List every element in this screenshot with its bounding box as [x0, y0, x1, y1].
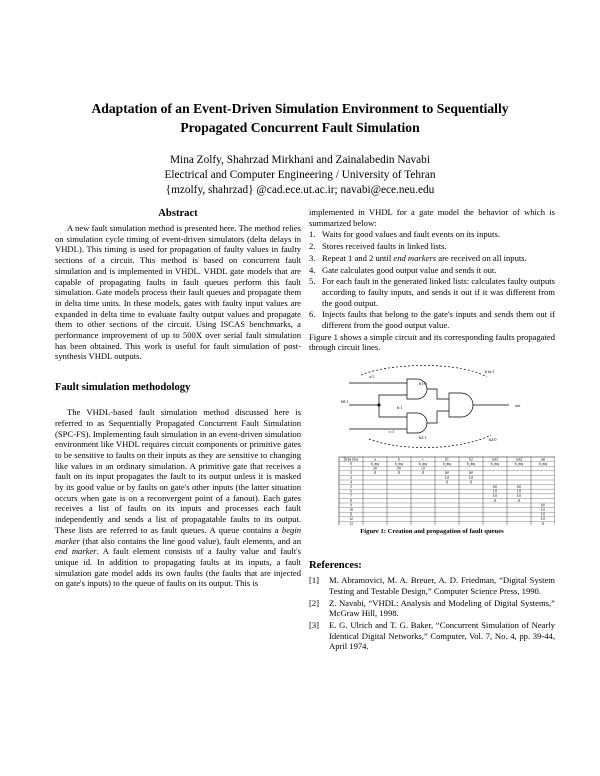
- fault-arrow-bottom: [369, 435, 491, 448]
- step-number: 3.: [309, 252, 316, 263]
- table-cell: b0: [445, 471, 449, 476]
- abstract-heading: Abstract: [158, 208, 198, 219]
- step-text: Gate calculates good output value and sends it out.: [322, 264, 497, 275]
- step-text: are received on all inputs.: [436, 252, 527, 263]
- table-header-cell: ion1: [491, 457, 499, 462]
- table-cell: L0: [541, 512, 545, 517]
- section-paragraph: [55, 407, 301, 589]
- table-header-cell: b2: [469, 457, 473, 462]
- table-cell: b0: [541, 503, 545, 508]
- table-cell: L0: [493, 494, 497, 499]
- step-text: For each fault in the generated linked lists: calculates faulty outputs according to faulty inputs, and sends it out if it was different from the good output.: [322, 276, 555, 308]
- table-cell: b_mq: [442, 462, 452, 467]
- table-cell: f1: [541, 521, 545, 526]
- table-header-cell: out: [540, 457, 546, 462]
- step-text: Repeat 1 and 2 until: [322, 252, 394, 263]
- table-cell: 1: [350, 466, 352, 471]
- table-cell: b_mq: [514, 462, 524, 467]
- table-cell: 6: [350, 489, 352, 494]
- table-cell: b_mq: [394, 462, 404, 467]
- table-cell: c0: [421, 466, 425, 471]
- title-line-2: Propagated Concurrent Fault Simulation: [180, 120, 420, 135]
- table-cell: f1: [469, 480, 473, 485]
- continued-paragraph: implemented in VHDL for a gate model the behavior of which is summarized below:: [309, 207, 555, 228]
- table-cell: b_mq: [370, 462, 380, 467]
- table-header-cell: b1: [445, 457, 449, 462]
- step-emphasis: end markers: [393, 252, 437, 263]
- reference-number: [1]: [309, 575, 320, 586]
- table-cell: f1: [445, 480, 449, 485]
- reference-number: [3]: [309, 619, 320, 630]
- table-cell: L0: [541, 517, 545, 522]
- step-number: 5.: [309, 276, 316, 287]
- figure-caption: Figure 1: Creation and propagation of fault queues: [360, 528, 504, 536]
- table-cell: L0: [445, 475, 449, 480]
- reference-text: E. G. Ulrich and T. G. Baker, “Concurrent Simulation of Nearly Identical Digital Networks,” Computer, Vol. 7, No. 4, pp. 39-44, April 1974.: [329, 619, 555, 652]
- reference-item: [309, 598, 555, 619]
- para-text-b: (that also contains the line good value), fault elements, and an: [79, 535, 301, 546]
- table-cell: b0: [397, 466, 401, 471]
- step-number: 4.: [309, 264, 316, 275]
- reference-item: [309, 620, 555, 652]
- table-cell: 2: [350, 471, 352, 476]
- abstract-text: A new fault simulation method is presented here. The method relies on simulation cycle timing of event-driven simulators (delta delays in VHDL). This timing is used for propagation of faulty values in faulty sections of a circuit. This method is based on concurrent fault simulation and is implemented in VHDL. VHDL gate models that are capable of propagating faults in fault queues perform this fault simulation. Gate models process their fault queues and propagate them in delta time units. In these models, gates with faulty input values are expanded in delta time to evaluate faulty output values and propagate them to other sections of the circuit. Using ISCAS benchmarks, a performance improvement of up to 500X over serial fault simulation has been obtained. This work is useful for fault simulation of post-synthesis VHDL outputs.: [55, 223, 301, 362]
- section-heading: Fault simulation methodology: [55, 382, 191, 394]
- table-cell: 7: [350, 494, 352, 499]
- left-column: [55, 207, 301, 589]
- signal-label: b2:1: [419, 435, 427, 441]
- circuit-figure: [309, 357, 555, 525]
- table-header-cell: b: [398, 457, 400, 462]
- wire-g2-out: [427, 411, 449, 423]
- step-number: 1.: [309, 229, 316, 240]
- figure-1: [309, 357, 555, 547]
- gate-g3: [449, 393, 473, 417]
- table-cell: 0: [350, 462, 352, 467]
- step-item: [309, 229, 555, 240]
- table-cell: 12: [349, 517, 353, 522]
- table-cell: 8: [350, 498, 352, 503]
- behavior-steps: [309, 229, 555, 330]
- table-cell: b_mq: [466, 462, 476, 467]
- table-cell: f1: [397, 471, 401, 476]
- step-number: 6.: [309, 309, 316, 320]
- table-cell: L0: [517, 494, 521, 499]
- table-header-cell: a: [374, 457, 376, 462]
- fault-arrow-top: [361, 366, 487, 378]
- author-affiliation: Electrical and Computer Engineering / University of Tehran: [164, 169, 436, 181]
- step-item: [309, 241, 555, 252]
- reference-list: [309, 575, 555, 652]
- table-cell: 13: [349, 521, 353, 526]
- step-item: [309, 309, 555, 330]
- table-cell: a0: [373, 466, 377, 471]
- table-cell: 9: [350, 503, 352, 508]
- table-cell: f1: [517, 498, 521, 503]
- end-marker-term: end marker: [55, 546, 97, 557]
- table-cell: L0: [541, 508, 545, 513]
- reference-item: [309, 575, 555, 596]
- signal-label: b:1: [397, 405, 403, 411]
- table-cell: 5: [350, 485, 352, 490]
- table-cell: 4: [350, 480, 352, 485]
- step-text: Injects faults that belong to the gate's inputs and sends them out if different from the good output value.: [322, 309, 555, 331]
- signal-label: b1a:1: [485, 369, 495, 375]
- signal-label: out: [515, 403, 521, 409]
- fault-table-border: [339, 457, 555, 525]
- references-heading: References:: [309, 560, 362, 572]
- gate-g2: [407, 413, 427, 433]
- table-header-cell: c: [422, 457, 424, 462]
- step-item: [309, 265, 555, 276]
- fanout-dot: [378, 404, 380, 406]
- table-cell: b_mq: [418, 462, 428, 467]
- table-cell: 10: [349, 508, 353, 513]
- figure-intro: Figure 1 shows a simple circuit and its corresponding faults propagated through circuit lines.: [309, 331, 555, 353]
- title-line-1: Adaptation of an Event-Driven Simulation Environment to Sequentially: [91, 101, 509, 116]
- begin-marker-term: begin marker: [55, 524, 301, 546]
- signal-label: b2:0: [489, 437, 497, 443]
- para-text-c: . A fault element consists of a faulty value and fault's unique id. In addition to propagating faults at its inputs, a fault simulation gate model adds its own faults (the faults that are injected on gate's inputs) to the queue of faults on its output. This is: [55, 546, 301, 589]
- table-cell: 11: [349, 512, 353, 517]
- reference-text: Z. Navabi, “VHDL: Analysis and Modeling of Digital Systems,” McGraw Hill, 1998.: [329, 597, 555, 619]
- signal-label: b0:1: [341, 399, 349, 405]
- step-number: 2.: [309, 241, 316, 252]
- right-column: [309, 207, 555, 653]
- table-cell: 3: [350, 475, 352, 480]
- table-cell: b_mq: [490, 462, 500, 467]
- table-cell: b0: [517, 485, 521, 490]
- para-text-a: The VHDL-based fault simulation method discussed here is referred to as Sequentially Propagated Concurrent Fault Simulation (SPC-FS). Implementing fault simulation in an event-driven simulation environment like VHDL requires circuit components or primitive gates to be sensitive to faults on their inputs as they are sensitive to changing like values in an ordinary simulation. A primitive gate that receives a fault on its input propagates the fault to its output unless it is masked by its good value or by faults on gate's other inputs (the latter situation occurs when gate is on a reconvergent point of a fanout). Each gates receives a list of faults on its inputs and processes each fault independently and sends a list of propagatable faults to its output. These lists are referred to as fault queues. A queue contains a: [55, 407, 301, 535]
- table-cell: b_mq: [538, 462, 548, 467]
- signal-label: b1:0: [419, 381, 427, 387]
- author-emails: {mzolfy, shahrzad} @cad.ece.ut.ac.ir; navabi@ece.neu.edu: [165, 184, 435, 196]
- table-cell: f1: [421, 471, 425, 476]
- table-cell: L0: [469, 475, 473, 480]
- signal-label: a:1: [369, 374, 375, 380]
- signal-label: c:1: [389, 429, 395, 435]
- table-header-cell: ion2: [515, 457, 523, 462]
- author-names: Mina Zolfy, Shahrzad Mirkhani and Zainalabedin Navabi: [170, 154, 430, 166]
- reference-text: M. Abramovici, M. A. Breuer, A. D. Friedman, “Digital System Testing and Testable Design,” Computer Science Press, 1990.: [329, 575, 555, 596]
- paper-title: [60, 99, 540, 137]
- table-cell: L0: [517, 489, 521, 494]
- table-cell: f1: [373, 471, 377, 476]
- reference-number: [2]: [309, 597, 320, 608]
- table-header-cell: Delta time: [343, 457, 359, 462]
- table-cell: L0: [493, 489, 497, 494]
- table-cell: f1: [493, 498, 497, 503]
- step-text: Waits for good values and fault events on its inputs.: [322, 229, 500, 240]
- step-item: [309, 253, 555, 264]
- table-cell: b0: [469, 471, 473, 476]
- wire-g1-out: [427, 389, 449, 399]
- step-item: [309, 276, 555, 308]
- table-cell: b0: [493, 485, 497, 490]
- author-block: [100, 153, 500, 198]
- step-text: Stores received faults in linked lists.: [322, 241, 447, 252]
